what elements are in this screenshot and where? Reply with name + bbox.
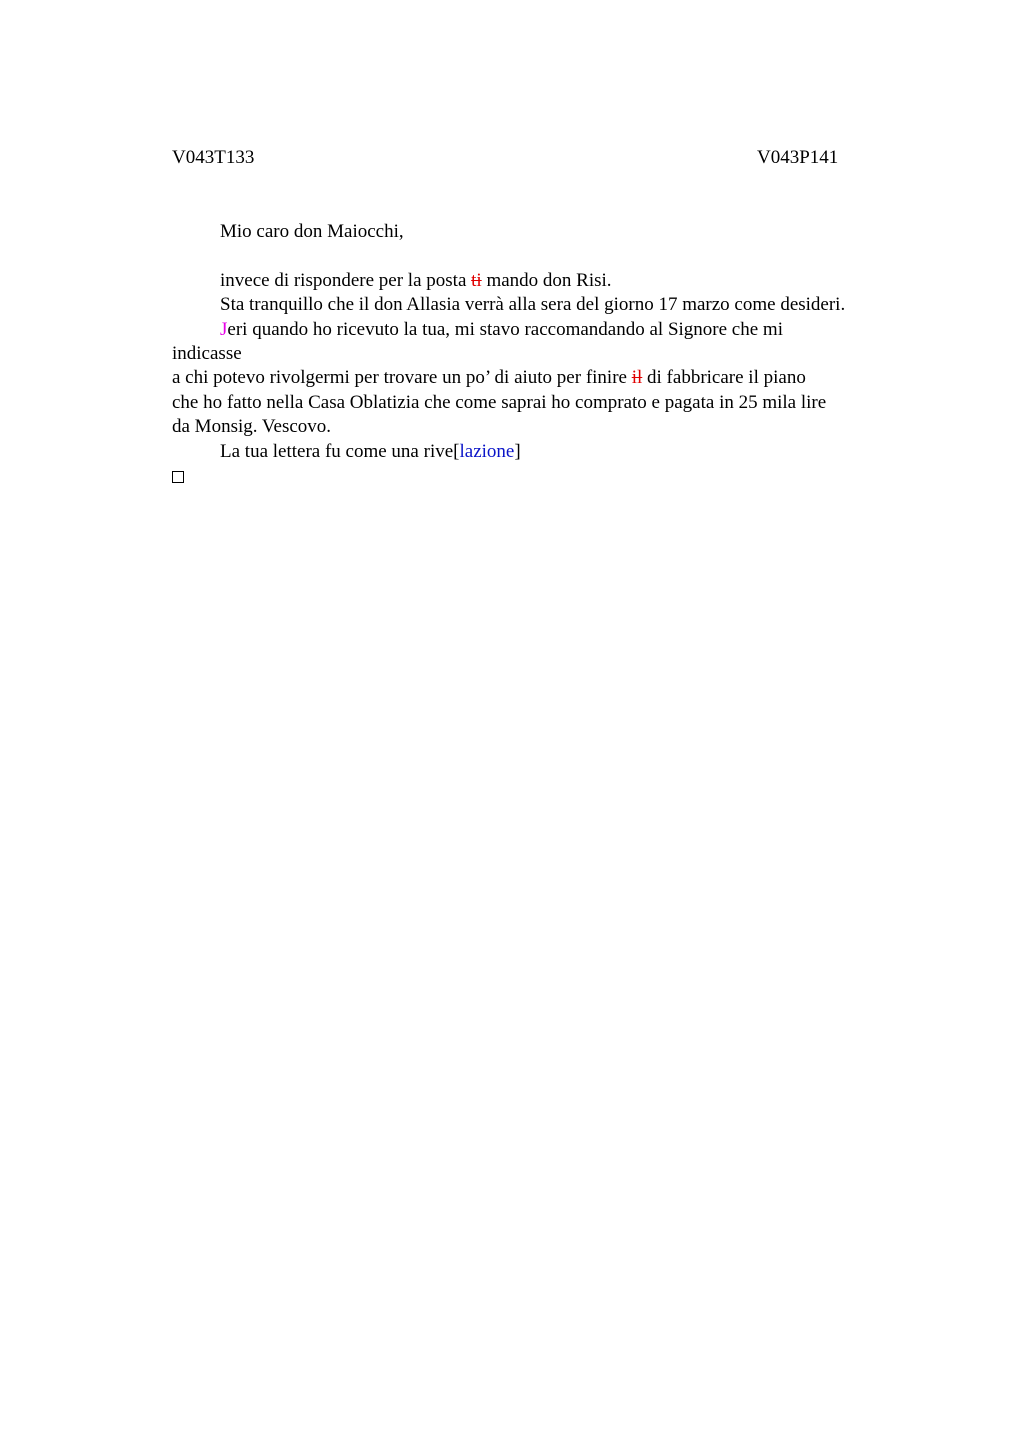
bracket-open: [ [453, 440, 460, 462]
paragraph-3-line-4: che ho fatto nella Casa Oblatizia che come saprai ho comprato e pagata in 25 mila lire [172, 391, 827, 413]
salutation: Mio caro don Maiocchi, [220, 221, 404, 242]
text-run: a chi potevo rivolgermi per trovare un po’ di aiuto per finire [172, 367, 632, 389]
inserted-text: lazione [459, 440, 515, 462]
letter-body [172, 220, 912, 490]
deleted-text: ti [471, 269, 482, 291]
paragraph-2: Sta tranquillo che il don Allasia verrà alla sera del giorno 17 marzo come desideri. [220, 294, 846, 316]
paragraph-gap [172, 244, 912, 268]
paragraph-1 [172, 269, 912, 293]
text-run: mando don Risi. [481, 269, 612, 291]
document-code-left: V043T133 [172, 147, 255, 168]
text-run: invece di rispondere per la posta [220, 269, 472, 291]
end-marker-line [172, 464, 912, 490]
text-run: eri quando ho ricevuto la tua, mi stavo raccomandando al Signore che mi [227, 318, 783, 340]
deleted-text: il [631, 367, 643, 389]
empty-square-icon [172, 471, 184, 483]
paragraph-3-line-1 [172, 318, 912, 342]
paragraph-4 [172, 440, 912, 464]
paragraph-3-line-3 [172, 366, 912, 390]
paragraph-3-line-2: indicasse [172, 343, 242, 365]
document-code-right: V043P141 [757, 147, 839, 168]
text-run: di fabbricare il piano [642, 367, 806, 389]
bracket-close: ] [514, 440, 521, 462]
inserted-initial: J [220, 318, 228, 340]
paragraph-3-line-5: da Monsig. Vescovo. [172, 416, 332, 438]
text-run: La tua lettera fu come una rive [220, 440, 454, 462]
